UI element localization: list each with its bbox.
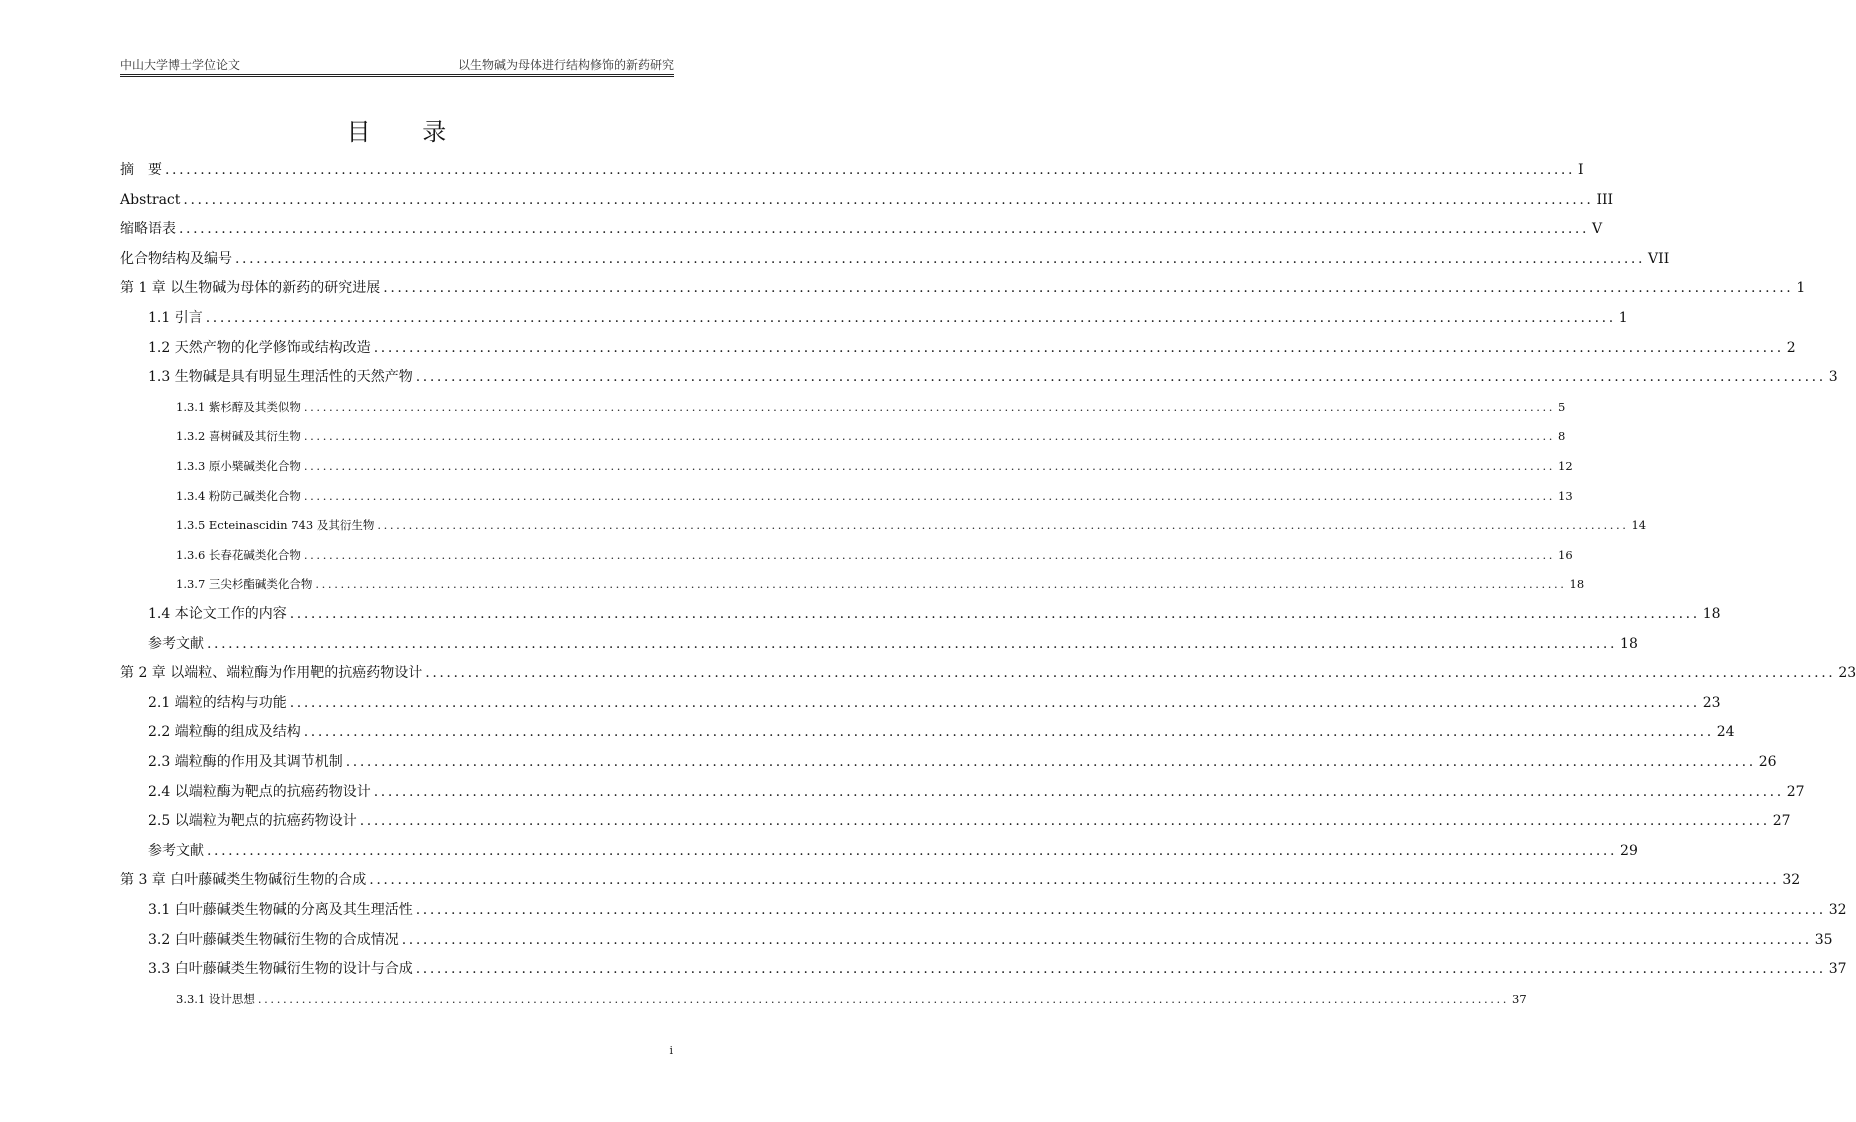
toc-entry-page: 12 <box>1558 459 1573 473</box>
toc-entry-page: 29 <box>1620 842 1638 859</box>
toc-entry[interactable] <box>148 604 1721 626</box>
toc-entry[interactable] <box>148 338 1796 360</box>
toc-entry[interactable] <box>120 249 1670 271</box>
toc-entry-page: 37 <box>1512 991 1527 1006</box>
toc-entry-page: 35 <box>1814 931 1833 948</box>
toc-leader: ........................................................................................................................................................................................................ <box>207 635 1618 652</box>
toc-entry-label: 参考文献 <box>148 842 204 859</box>
toc-entry-page: 18 <box>1702 606 1721 622</box>
toc-entry-label: 缩略语表 <box>120 221 176 238</box>
toc-entry[interactable] <box>148 930 1833 952</box>
toc-leader: ........................................................................................................................................................................................................ <box>315 577 1567 592</box>
header-rule <box>120 76 674 77</box>
toc-leader: ........................................................................................................................................................................................................ <box>359 813 1770 830</box>
toc-entry-label: 第 2 章 以端粒、端粒酶为作用靶的抗癌药物设计 <box>120 665 423 682</box>
toc-entry[interactable] <box>176 989 1527 1011</box>
toc-leader: ........................................................................................................................................................................................................ <box>415 961 1826 978</box>
toc-entry-label: 2.3 端粒酶的作用及其调节机制 <box>148 754 343 770</box>
toc-entry-page: 24 <box>1716 724 1735 741</box>
toc-leader: ........................................................................................................................................................................................................ <box>303 399 1556 414</box>
toc-leader: ........................................................................................................................................................................................................ <box>377 518 1629 533</box>
toc-leader: ........................................................................................................................................................................................................ <box>425 665 1836 682</box>
toc-entry-page: 8 <box>1558 429 1566 444</box>
header-thesis-title: 以生物碱为母体进行结构修饰的新药研究 <box>457 58 674 72</box>
toc-entry-page: 16 <box>1558 547 1573 562</box>
toc-leader: ........................................................................................................................................................................................................ <box>373 783 1784 800</box>
toc-entry-page: 37 <box>1828 961 1847 978</box>
toc-entry-page: III <box>1596 191 1614 208</box>
toc-entry-label: 3.1 白叶藤碱类生物碱的分离及其生理活性 <box>148 902 413 918</box>
toc-entry[interactable] <box>148 811 1791 833</box>
toc-entry-label: 2.1 端粒的结构与功能 <box>148 694 287 711</box>
toc-entry-page: 14 <box>1631 518 1647 533</box>
toc-entry-label: 3.3 白叶藤碱类生物碱衍生物的设计与合成 <box>148 961 413 978</box>
toc-entry-label: 1.2 天然产物的化学修饰或结构改造 <box>148 339 371 356</box>
toc-leader: ........................................................................................................................................................................................................ <box>207 842 1618 859</box>
toc-entry[interactable] <box>148 841 1638 863</box>
toc-leader: ........................................................................................................................................................................................................ <box>289 606 1700 622</box>
toc-entry-label: 1.3.6 长春花碱类化合物 <box>176 547 301 562</box>
toc-entry-page: 5 <box>1558 399 1566 414</box>
toc-entry[interactable] <box>148 308 1628 330</box>
toc-leader: ........................................................................................................................................................................................................ <box>401 931 1812 948</box>
toc-entry[interactable] <box>120 278 1806 300</box>
toc-entry-label: 1.3.3 原小檗碱类化合物 <box>176 459 301 473</box>
toc-entry[interactable] <box>120 870 1801 892</box>
toc-leader: ........................................................................................................................................................................................................ <box>373 339 1784 356</box>
toc-leader: ........................................................................................................................................................................................................ <box>183 191 1594 208</box>
toc-leader: ........................................................................................................................................................................................................ <box>303 429 1556 444</box>
toc-entry[interactable] <box>120 190 1614 212</box>
page-header <box>120 56 674 75</box>
toc-entry-page: 23 <box>1838 665 1856 682</box>
toc-entry-page: 2 <box>1786 339 1796 356</box>
toc-entry[interactable] <box>148 693 1721 715</box>
toc-leader: ........................................................................................................................................................................................................ <box>257 991 1510 1006</box>
toc-entry-label: 3.3.1 设计思想 <box>176 991 255 1006</box>
toc-entry-label: 1.4 本论文工作的内容 <box>148 606 287 622</box>
toc-entry-page: 27 <box>1772 813 1791 830</box>
toc-entry-label: 摘 要 <box>120 162 162 178</box>
toc-entry-label: 化合物结构及编号 <box>120 250 232 267</box>
toc-entry-label: 1.1 引言 <box>148 310 203 326</box>
toc-entry-page: 27 <box>1786 783 1805 800</box>
toc-entry-label: 第 1 章 以生物碱为母体的新药的研究进展 <box>120 280 381 297</box>
toc-leader: ........................................................................................................................................................................................................ <box>383 280 1794 297</box>
toc-entry[interactable] <box>176 515 1647 537</box>
toc-entry-label: 2.4 以端粒酶为靶点的抗癌药物设计 <box>148 783 371 800</box>
toc-entry[interactable] <box>176 545 1573 567</box>
toc-entry-page: 32 <box>1782 872 1801 889</box>
toc-entry[interactable] <box>120 663 1856 685</box>
toc-entry[interactable] <box>176 426 1566 448</box>
toc-entry-label: 1.3.1 紫杉醇及其类似物 <box>176 399 301 414</box>
toc-leader: ........................................................................................................................................................................................................ <box>205 310 1616 326</box>
toc-leader: ........................................................................................................................................................................................................ <box>165 162 1576 178</box>
toc-leader: ........................................................................................................................................................................................................ <box>303 547 1556 562</box>
toc-entry-page: 18 <box>1620 635 1638 652</box>
toc-leader: ........................................................................................................................................................................................................ <box>303 488 1556 503</box>
toc-entry[interactable] <box>148 722 1735 744</box>
toc-entry-page: 3 <box>1828 369 1838 386</box>
toc-leader: ........................................................................................................................................................................................................ <box>303 724 1714 741</box>
toc-entry[interactable] <box>120 160 1584 182</box>
toc-entry[interactable] <box>148 959 1847 981</box>
toc-leader: ........................................................................................................................................................................................................ <box>345 754 1756 770</box>
toc-entry-label: 2.5 以端粒为靶点的抗癌药物设计 <box>148 813 357 830</box>
toc-entry[interactable] <box>148 634 1638 656</box>
toc-entry-label: 1.3.2 喜树碱及其衍生物 <box>176 429 301 444</box>
toc-entry[interactable] <box>176 574 1585 596</box>
toc-entry[interactable] <box>148 752 1777 774</box>
toc-entry-page: 18 <box>1569 577 1585 592</box>
toc-entry-label: 2.2 端粒酶的组成及结构 <box>148 724 301 741</box>
toc-entry[interactable] <box>120 219 1603 241</box>
toc-entry[interactable] <box>148 900 1847 922</box>
toc-entry-label: 1.3 生物碱是具有明显生理活性的天然产物 <box>148 369 413 386</box>
page-number: i <box>669 1044 673 1057</box>
toc-entry[interactable] <box>176 486 1573 508</box>
toc-entry-page: 13 <box>1558 488 1573 503</box>
toc-entry-label: 1.3.5 Ecteinascidin 743 及其衍生物 <box>176 518 375 533</box>
toc-entry[interactable] <box>148 782 1805 804</box>
toc-entry-label: 参考文献 <box>148 635 204 652</box>
toc-entry-page: 32 <box>1828 902 1847 918</box>
toc-entry[interactable] <box>176 456 1573 478</box>
toc-entry-page: 23 <box>1702 694 1721 711</box>
toc-leader: ........................................................................................................................................................................................................ <box>179 221 1590 238</box>
toc-entry[interactable] <box>176 397 1566 419</box>
toc-entry-label: 1.3.4 粉防己碱类化合物 <box>176 488 301 503</box>
toc-entry-page: V <box>1592 221 1603 238</box>
toc-entry-page: 26 <box>1758 754 1777 770</box>
toc-entry-label: 1.3.7 三尖杉酯碱类化合物 <box>176 577 313 592</box>
toc-entry-label: 3.2 白叶藤碱类生物碱衍生物的合成情况 <box>148 931 399 948</box>
page-title: 目 录 <box>346 118 469 146</box>
toc-leader: ........................................................................................................................................................................................................ <box>235 250 1646 267</box>
toc-leader: ........................................................................................................................................................................................................ <box>289 694 1700 711</box>
toc-entry-page: VII <box>1648 250 1670 267</box>
toc-leader: ........................................................................................................................................................................................................ <box>369 872 1780 889</box>
toc-leader: ........................................................................................................................................................................................................ <box>303 459 1556 473</box>
toc-entry-page: 1 <box>1796 280 1806 297</box>
header-thesis-label: 中山大学博士学位论文 <box>120 58 241 72</box>
toc-entry-label: Abstract <box>120 191 181 208</box>
toc-leader: ........................................................................................................................................................................................................ <box>415 902 1826 918</box>
toc-leader: ........................................................................................................................................................................................................ <box>415 369 1826 386</box>
toc-entry[interactable] <box>148 367 1838 389</box>
toc-entry-page: I <box>1578 162 1584 178</box>
toc-entry-label: 第 3 章 白叶藤碱类生物碱衍生物的合成 <box>120 872 367 889</box>
toc-entry-page: 1 <box>1618 310 1628 326</box>
